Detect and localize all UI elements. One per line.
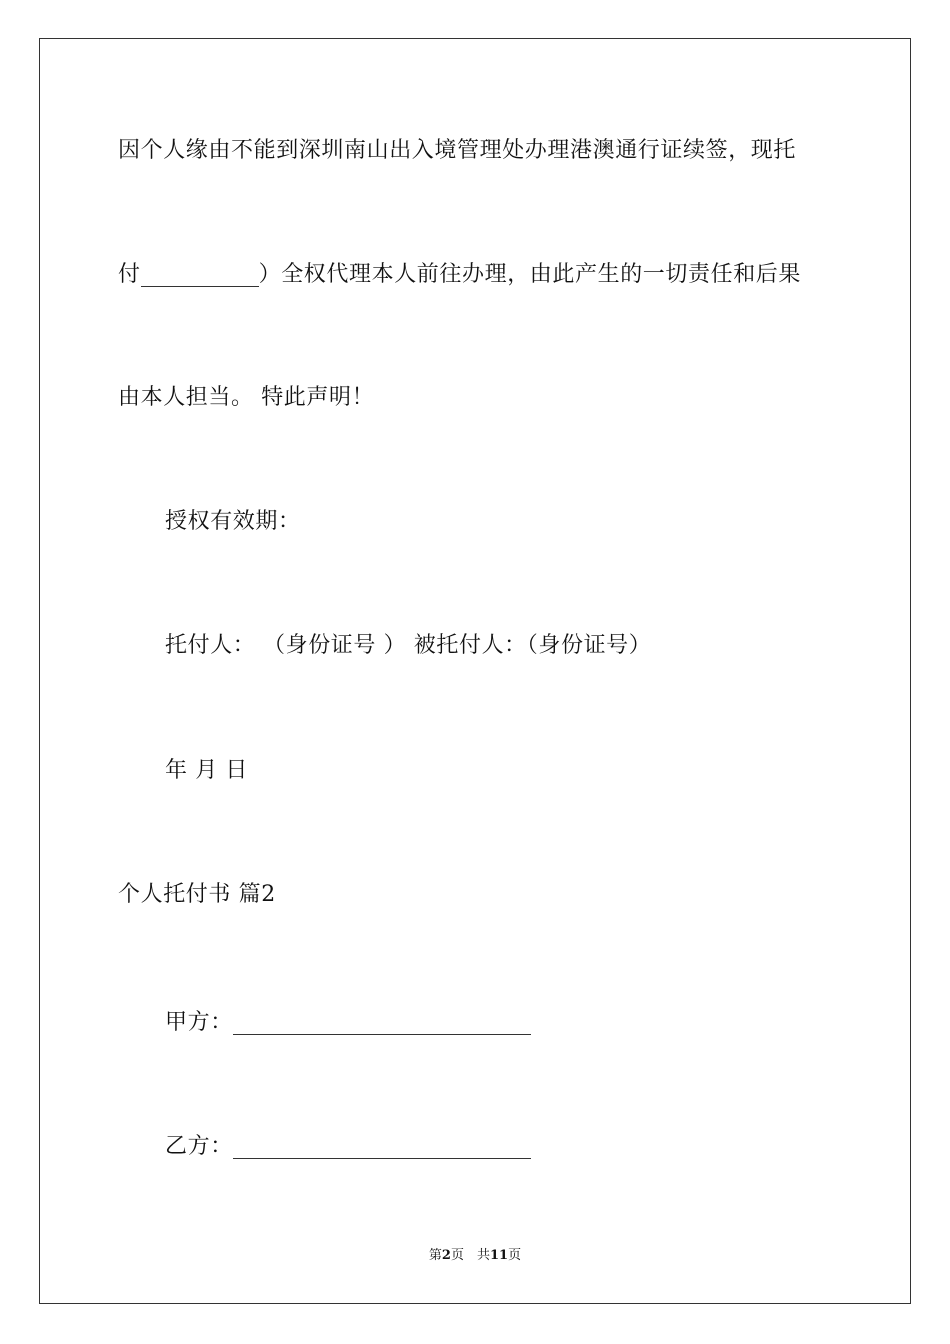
- footer-page-prefix: 第: [428, 1248, 442, 1263]
- footer-total-pages: 11: [489, 1248, 509, 1263]
- authorization-period-label: 授权有效期：: [165, 509, 301, 534]
- party-a-line: [165, 1008, 531, 1038]
- party-a-label: 甲方：: [165, 1010, 233, 1035]
- principal-agent-line: 托付人： （身份证号 ） 被托付人：（身份证号）: [165, 633, 652, 658]
- paragraph-line-2: [118, 260, 801, 290]
- paragraph-line-3: 由本人担当。 特此声明！: [118, 385, 375, 410]
- paragraph-line-1: 因个人缘由不能到深圳南山出入境管理处办理港澳通行证续签，现托: [118, 138, 797, 163]
- party-b-line: [165, 1132, 531, 1162]
- footer-current-page: 2: [441, 1248, 451, 1263]
- party-b-label: 乙方：: [165, 1134, 233, 1159]
- page-border: [39, 38, 911, 1304]
- line-2-suffix: ）全权代理本人前往办理，由此产生的一切责任和后果: [258, 262, 802, 287]
- footer-page-suffix: 页: [508, 1248, 522, 1263]
- page-footer: [0, 1247, 950, 1265]
- party-b-blank[interactable]: [233, 1136, 531, 1159]
- section-title: 个人托付书 篇2: [118, 882, 276, 907]
- footer-page-mid: 页 共: [450, 1248, 490, 1263]
- agent-name-blank[interactable]: [141, 264, 259, 287]
- date-line: 年 月 日: [165, 758, 248, 783]
- party-a-blank[interactable]: [233, 1012, 531, 1035]
- line-2-prefix: 付: [118, 262, 141, 287]
